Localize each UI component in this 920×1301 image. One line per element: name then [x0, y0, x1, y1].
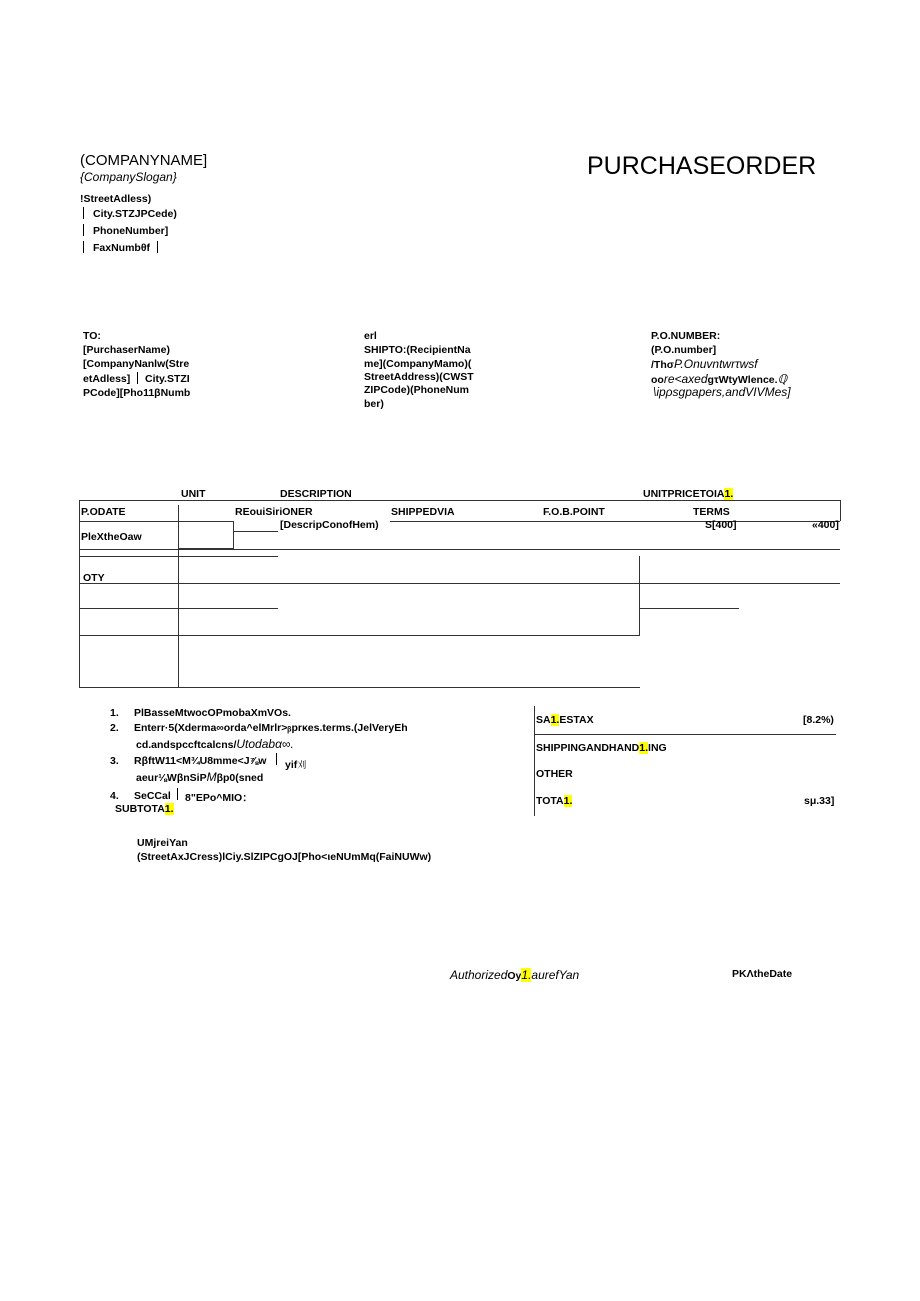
po-number-label: P.O.NUMBER:: [651, 330, 721, 342]
col-unitprice-total-header: [643, 488, 733, 500]
footer-address: (StreetAxJCress)lCiy.SlZIPCgOJ[Pho<ιeNUmMq(FaiNUWw): [137, 851, 432, 863]
desc-underline: [234, 531, 278, 532]
ship-erl: erl: [364, 330, 377, 342]
row-rule-3b: [640, 608, 739, 609]
shipping-hl: 1.: [639, 742, 649, 754]
to-phone: PCode][Pho11βNumb: [83, 387, 191, 399]
unitprice-total-hl: 1.: [724, 488, 734, 500]
fob-point-header: F.O.B.POINT: [543, 506, 605, 518]
note-3-tail-small: 刈: [297, 760, 307, 770]
note-2-num: 2.: [110, 722, 119, 734]
other-label: OTHER: [536, 768, 573, 780]
address-city: City.STZJPCede): [93, 208, 177, 220]
sales-tax-rule: [535, 734, 836, 735]
po-note-line-1: [651, 357, 758, 371]
total-hl: 1.: [563, 795, 573, 807]
podate-rule: [80, 521, 178, 522]
po-note-suffix: gτWtyWlence.: [707, 374, 778, 386]
ship-ber: ber): [364, 398, 384, 410]
address-bar-2: [83, 224, 84, 236]
to-bar: [137, 372, 138, 384]
shipping-suffix: ING: [648, 742, 667, 754]
sales-tax-label: [536, 714, 594, 726]
note-3-line1: RβftW11<M¾U8mme<J⅞w: [134, 755, 267, 767]
row-rule-4: [80, 635, 640, 636]
shipped-via-header: SHIPPEDVIA: [391, 506, 455, 518]
total-label: [536, 795, 572, 807]
sales-tax-prefix: SA: [536, 714, 551, 726]
ship-company: me](CompanyMamo)(: [364, 358, 472, 370]
date-placeholder-cell: PleXtheOaw: [81, 531, 142, 543]
note-3-line2: [136, 768, 263, 786]
po-note-italic: P.Onuvntwrτwsf: [673, 357, 758, 371]
sales-tax-hl: 1.: [550, 714, 560, 726]
address-bar-1: [83, 207, 84, 219]
terms-header: TERMS: [693, 506, 730, 518]
row-rule-2: [80, 583, 840, 584]
unitprice-total-text: UNITPRICETOIA: [643, 488, 725, 500]
note-3-line2-italic: M: [206, 770, 217, 784]
placeholder-box: [178, 521, 234, 549]
qty-label: OTY: [83, 572, 105, 584]
note-4-bar: [177, 788, 178, 800]
po-note-italic-2: re<axed: [663, 372, 708, 386]
note-2-line1: Enterr·5(Xderma∞orda^elMrlr>ᵦprκes.terms.(JelVeryEh: [134, 722, 408, 734]
row-rule-1: [80, 549, 840, 550]
authorized-italic: Authorized: [450, 968, 508, 982]
authorized-hl: 1.: [521, 968, 532, 982]
row-rule-3: [80, 608, 278, 609]
po-note-line-3: \ipρsgpapers,andVIVMes]: [653, 385, 791, 399]
po-number-value: (P.O.number]: [651, 344, 717, 356]
address-phone: PhoneNumber]: [93, 225, 169, 237]
sales-tax-value: [8.2%): [803, 714, 834, 726]
po-note-line-2: [651, 372, 787, 386]
company-name: (COMPANYNAME]: [80, 152, 208, 169]
to-company: [CompanyNanlw(Stre: [83, 358, 190, 370]
authorized-bold: Oy: [507, 970, 522, 982]
to-label: TO:: [83, 330, 101, 342]
info-rule-right: [390, 521, 840, 522]
subtotal-label: [115, 803, 174, 815]
shipping-handling-label: [536, 742, 667, 754]
requisitioner-header: REouiSiriONER: [235, 506, 313, 518]
po-date-header: P.ODATE: [81, 506, 126, 518]
po-note-bold: oo: [651, 374, 664, 386]
note-3-line2-bold: aeur⅛WβnSiP: [136, 772, 207, 784]
po-note-prefix: /Thσ: [651, 359, 674, 371]
note-3-tail-text: yif: [285, 759, 298, 771]
note-1-text: PlBasseMtwocOPmobaXmVOs.: [134, 707, 291, 719]
document-title: PURCHASEORDER: [587, 152, 817, 180]
to-street: etAdless]: [83, 373, 131, 385]
col-unit-header: UNIT: [181, 488, 206, 500]
to-purchaser: [PurchaserName): [83, 344, 170, 356]
po-note-tail: ℚ: [777, 372, 788, 386]
note-3-line2-rest: βp0(sned: [216, 772, 264, 784]
description-cell: [DescripConofHem): [280, 519, 379, 531]
address-fax: FaxNumbθf: [93, 242, 151, 254]
price-divider: [639, 556, 640, 635]
note-1-num: 1.: [110, 707, 119, 719]
table-rule-bottom: [80, 687, 640, 688]
subtotal-text: SUBTOTA: [115, 803, 165, 815]
ship-street: StreetAddress)(CWST: [364, 371, 474, 383]
address-bar-3: [83, 241, 84, 253]
note-2-line2: [136, 735, 294, 753]
note-3-tail: [285, 755, 306, 773]
ship-zip: ZIPCode)(PhoneNum: [364, 384, 469, 396]
address-street: !StreetAdless): [80, 193, 152, 205]
note-2-line2-bold: cd.andspccftcalcns/: [136, 739, 237, 751]
table-left-border: [79, 500, 80, 688]
table-right-border-top: [840, 500, 841, 521]
row-rule-1b: [80, 556, 278, 557]
subtotal-hl: 1.: [164, 803, 174, 815]
note-3-num: 3.: [110, 755, 119, 767]
table-rule-top: [80, 500, 840, 501]
footer-name: UMjreiYan: [137, 837, 188, 849]
note-3-bar: [276, 753, 277, 765]
note-4-num: 4.: [110, 790, 119, 802]
signature-date: PKΛtheDate: [732, 968, 793, 980]
total-prefix: TOTA: [536, 795, 564, 807]
note-4-line1: SeCCal: [134, 790, 171, 802]
note-2-line2-italic: Utodabα∞.: [236, 737, 294, 751]
address-bar-4: [157, 241, 158, 253]
total-value: sμ.33]: [804, 795, 835, 807]
shipping-prefix: SHIPPINGANDHAND: [536, 742, 640, 754]
authorized-by: [450, 968, 579, 982]
to-city: City.STZI: [145, 373, 190, 385]
unit-price-cell: S[400]: [705, 519, 737, 531]
sales-tax-suffix: ESTAX: [559, 714, 594, 726]
totals-divider: [534, 706, 535, 816]
ship-to-label: SHIPTO:(RecipientNa: [364, 344, 471, 356]
company-slogan: {CompanySlogan}: [80, 170, 177, 184]
authorized-italic-2: aurefYan: [531, 968, 580, 982]
col-description-header: DESCRIPTION: [280, 488, 352, 500]
note-4-tail: 8"EPo^MIO：: [185, 792, 253, 804]
total-cell: «400]: [812, 519, 839, 531]
